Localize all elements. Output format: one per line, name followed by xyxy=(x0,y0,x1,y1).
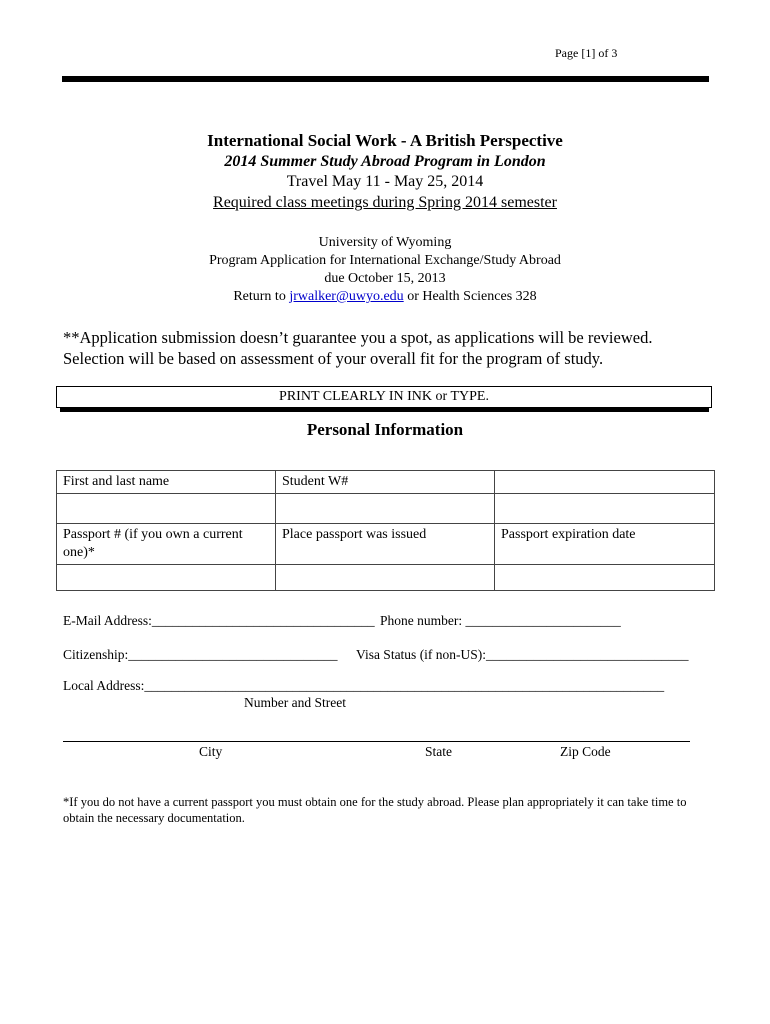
due-date: due October 15, 2013 xyxy=(324,271,446,286)
class-meetings-note: Required class meetings during Spring 2014 semester xyxy=(213,194,557,211)
email-field[interactable]: E-Mail Address:_________________________________ xyxy=(63,613,375,628)
passport-expiration-field[interactable] xyxy=(495,565,715,591)
return-instructions xyxy=(0,289,770,305)
visa-status-field[interactable]: Visa Status (if non-US):______________________________ xyxy=(356,647,689,662)
page-number: Page [1] of 3 xyxy=(555,46,618,60)
first-last-name-field[interactable] xyxy=(57,494,276,524)
passport-expiration-label: Passport expiration date xyxy=(495,524,715,565)
passport-number-label: Passport # (if you own a current one)* xyxy=(57,524,276,565)
passport-issued-field[interactable] xyxy=(276,565,495,591)
program-application: Program Application for International Exchange/Study Abroad xyxy=(209,253,561,268)
program-subtitle: 2014 Summer Study Abroad Program in London xyxy=(224,153,546,170)
citizenship-field[interactable]: Citizenship:_______________________________ xyxy=(63,647,338,662)
blank-field-cell[interactable] xyxy=(495,494,715,524)
header-rule xyxy=(62,76,709,82)
print-instruction: PRINT CLEARLY IN INK or TYPE. xyxy=(56,386,712,408)
zip-code-label: Zip Code xyxy=(560,744,611,759)
phone-field[interactable]: Phone number: _______________________ xyxy=(380,613,621,628)
city-state-zip-line[interactable] xyxy=(63,741,690,742)
city-label: City xyxy=(199,744,223,759)
state-label: State xyxy=(425,744,452,759)
passport-issued-label: Place passport was issued xyxy=(276,524,495,565)
blank-label-cell xyxy=(495,471,715,494)
return-suffix: or Health Sciences 328 xyxy=(403,289,537,304)
first-last-name-label: First and last name xyxy=(57,471,276,494)
student-w-field[interactable] xyxy=(276,494,495,524)
local-address-field[interactable]: Local Address:_____________________________________________________________________________ xyxy=(63,678,665,693)
travel-dates: Travel May 11 - May 25, 2014 xyxy=(286,173,484,190)
passport-footnote: *If you do not have a current passport you must obtain one for the study abroad. Please plan appropriately it can take time to obtain the necessary documentation. xyxy=(63,795,687,825)
section-title: Personal Information xyxy=(306,420,464,439)
number-street-label: Number and Street xyxy=(244,695,346,710)
personal-info-table xyxy=(56,470,715,591)
print-box-shadow xyxy=(60,408,709,412)
university-name: University of Wyoming xyxy=(318,235,452,250)
course-title: International Social Work - A British Perspective xyxy=(207,131,563,150)
student-w-label: Student W# xyxy=(276,471,495,494)
application-notice: **Application submission doesn’t guarantee you a spot, as applications will be reviewed. Selection will be based on assessment of your overall fit for the program of study. xyxy=(63,328,653,368)
passport-number-field[interactable] xyxy=(57,565,276,591)
return-email-link[interactable]: jrwalker@uwyo.edu xyxy=(289,289,404,304)
return-prefix: Return to xyxy=(233,289,290,304)
